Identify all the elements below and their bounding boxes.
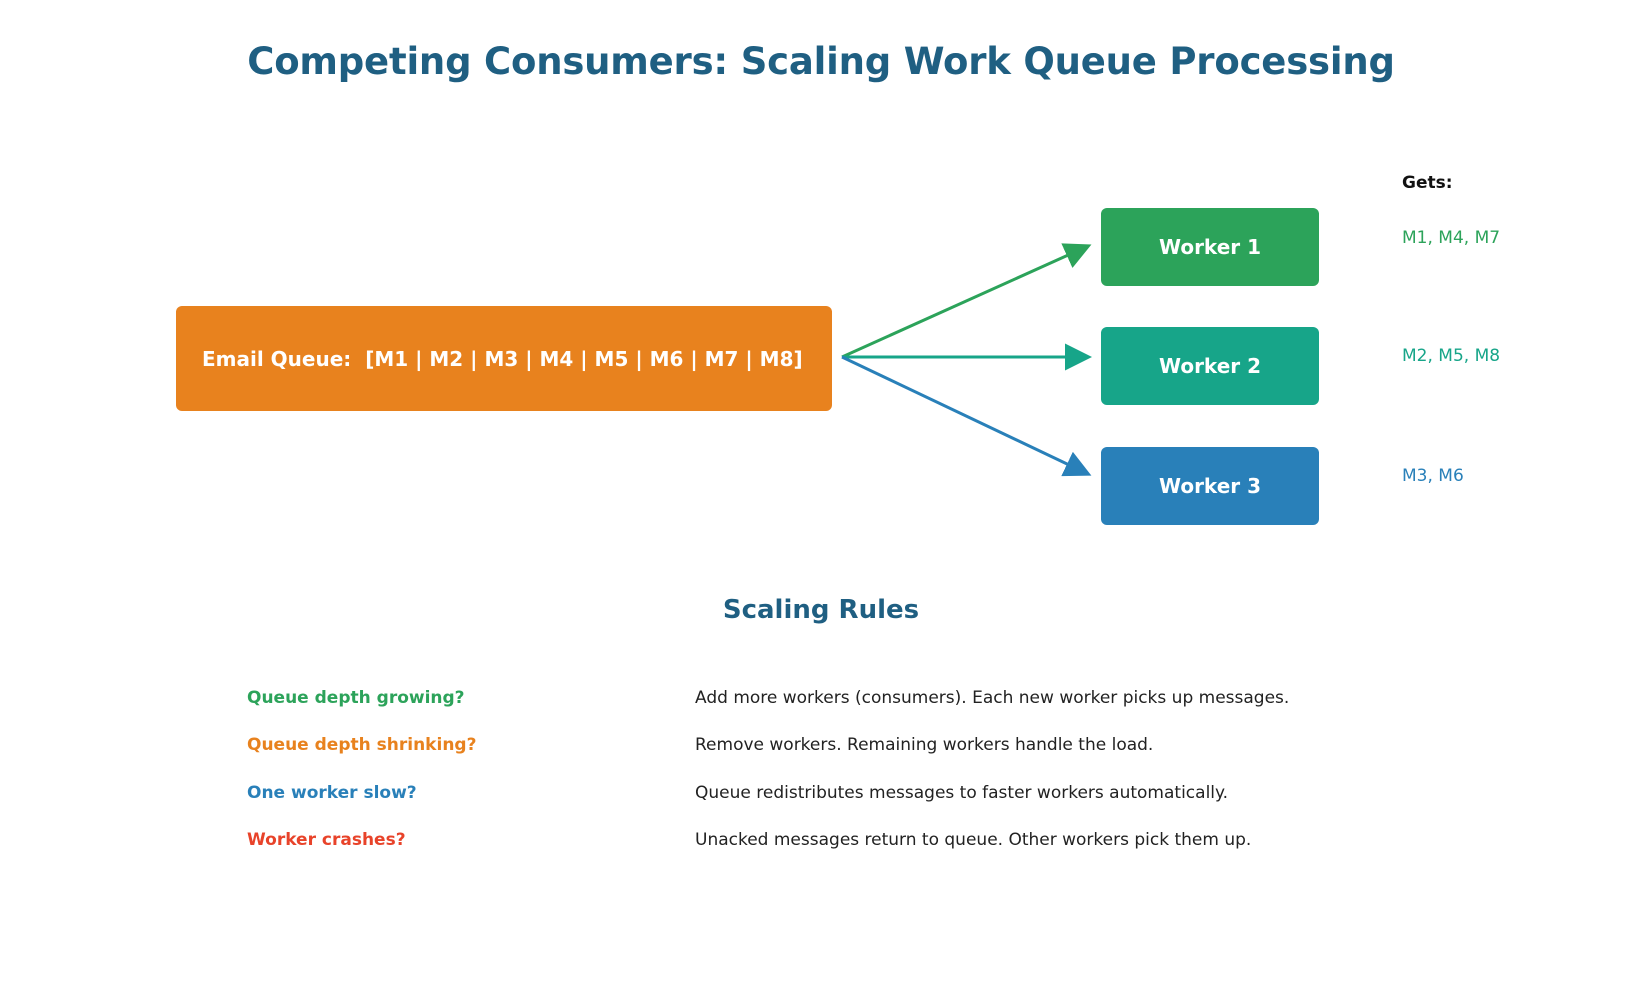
worker-1-label: Worker 1	[1158, 235, 1262, 259]
worker-node-2	[1101, 327, 1319, 405]
worker-2-gets: M2, M5, M8	[1402, 346, 1501, 366]
worker-3-label: Worker 3	[1158, 474, 1262, 498]
rule-condition: Queue depth growing?	[247, 688, 465, 708]
rule-action: Queue redistributes messages to faster workers automatically.	[695, 783, 1229, 803]
rule-condition: One worker slow?	[247, 783, 417, 803]
rule-row	[0, 783, 1642, 805]
rule-row	[0, 735, 1642, 757]
email-queue-node	[176, 306, 832, 411]
worker-node-1	[1101, 208, 1319, 286]
rule-row	[0, 688, 1642, 710]
rule-row	[0, 830, 1642, 852]
worker-1-gets: M1, M4, M7	[1402, 228, 1501, 248]
rule-action: Unacked messages return to queue. Other workers pick them up.	[695, 830, 1252, 850]
worker-2-label: Worker 2	[1158, 354, 1262, 378]
gets-column-header: Gets:	[1402, 173, 1453, 193]
worker-node-3	[1101, 447, 1319, 525]
page-title: Competing Consumers: Scaling Work Queue Processing	[247, 40, 1395, 83]
email-queue-label: Email Queue: [M1 | M2 | M3 | M4 | M5 | M6 | M7 | M8]	[202, 346, 803, 371]
scaling-rules-title: Scaling Rules	[722, 595, 920, 625]
rule-action: Add more workers (consumers). Each new worker picks up messages.	[695, 688, 1290, 708]
rule-condition: Worker crashes?	[247, 830, 406, 850]
rule-condition: Queue depth shrinking?	[247, 735, 477, 755]
worker-3-gets: M3, M6	[1402, 466, 1464, 486]
rule-action: Remove workers. Remaining workers handle the load.	[695, 735, 1154, 755]
